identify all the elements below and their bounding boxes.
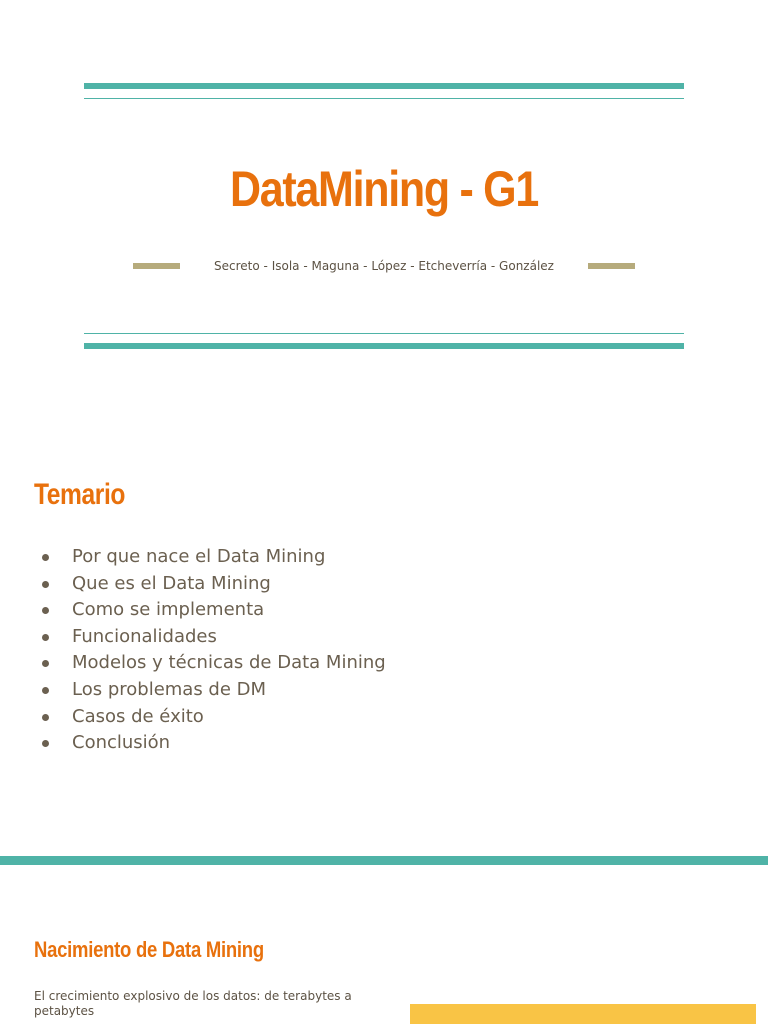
bullet-icon <box>42 554 49 561</box>
bottom-thick-rule <box>84 343 684 349</box>
left-accent-bar <box>133 263 180 269</box>
toc-item <box>0 597 386 624</box>
toc-list <box>0 544 386 757</box>
toc-item <box>0 650 386 677</box>
toc-item <box>0 571 386 598</box>
bullet-icon <box>42 607 49 614</box>
section-heading: Nacimiento de Data Mining <box>34 937 264 962</box>
body-text: El crecimiento explosivo de los datos: de terabytes a petabytes <box>34 989 352 1018</box>
toc-item-label: Conclusión <box>72 732 171 754</box>
bullet-icon <box>42 740 49 747</box>
toc-item <box>0 704 386 731</box>
top-thin-rule <box>84 98 684 99</box>
yellow-block <box>410 1004 756 1024</box>
toc-item-label: Como se implementa <box>72 599 265 621</box>
slide-title: DataMining - G1 <box>230 161 538 217</box>
toc-item-label: Modelos y técnicas de Data Mining <box>72 652 386 674</box>
toc-item-label: Que es el Data Mining <box>72 572 271 594</box>
toc-item <box>0 730 386 757</box>
top-thick-rule <box>84 83 684 89</box>
bullet-icon <box>42 687 49 694</box>
toc-item <box>0 624 386 651</box>
bullet-icon <box>42 634 49 641</box>
bottom-thin-rule <box>84 333 684 334</box>
toc-item-label: Por que nace el Data Mining <box>72 546 326 567</box>
bullet-icon <box>42 714 49 721</box>
authors-subtitle: Secreto - Isola - Maguna - López - Etcheverría - González <box>214 259 554 273</box>
toc-item-label: Funcionalidades <box>72 625 217 647</box>
toc-item <box>0 544 386 571</box>
right-accent-bar <box>588 263 635 269</box>
toc-item <box>0 677 386 704</box>
toc-heading: Temario <box>34 478 126 511</box>
bullet-icon <box>42 660 49 667</box>
slide-divider <box>0 856 768 865</box>
toc-item-label: Casos de éxito <box>72 705 204 727</box>
bullet-icon <box>42 581 49 588</box>
toc-item-label: Los problemas de DM <box>72 678 267 700</box>
